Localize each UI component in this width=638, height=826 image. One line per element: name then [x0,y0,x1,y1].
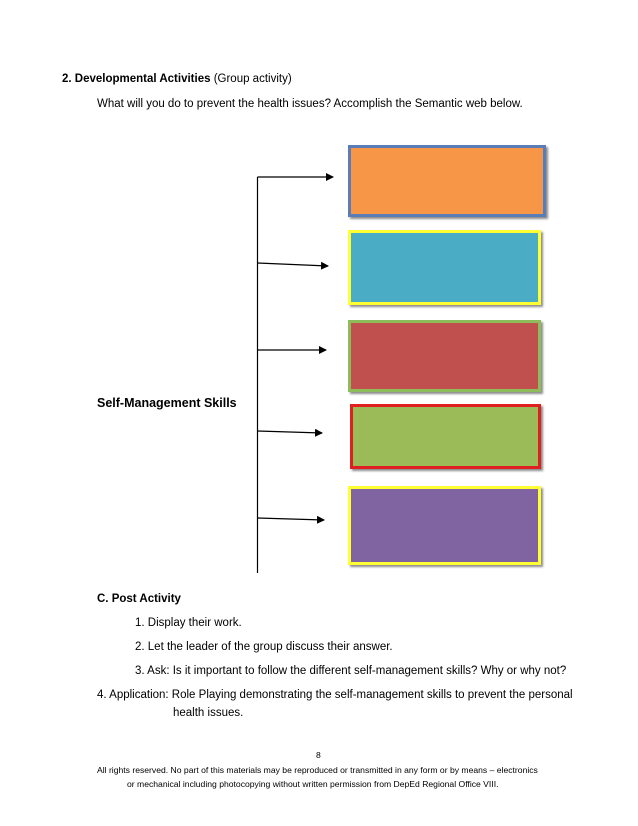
section-instruction: What will you do to prevent the health issues? Accomplish the Semantic web below. [97,98,523,110]
connector-arrow-2 [258,263,329,266]
footer-line-1: All rights reserved. No part of this materials may be reproduced or transmitted in any form or by means – electronics [97,765,538,775]
blank-box-orange[interactable] [348,145,546,217]
blank-box-purple[interactable] [348,486,541,565]
blank-box-green[interactable] [350,404,541,469]
post-activity-item-1: 1. Display their work. [135,617,242,629]
footer-line-2: or mechanical including photocopying without written permission from DepEd Regional Office VIII. [127,779,499,789]
post-activity-item-2: 2. Let the leader of the group discuss their answer. [135,641,393,653]
center-label: Self-Management Skills [97,396,237,410]
application-line-2: health issues. [173,707,244,719]
post-activity-item-3: 3. Ask: Is it important to follow the different self-management skills? Why or why not? [135,665,567,677]
connector-arrow-5 [258,518,325,520]
section-title-bold: 2. Developmental Activities [62,73,211,85]
section-title-rest: (Group activity) [210,73,292,85]
blank-box-red[interactable] [348,320,541,392]
blank-box-blue[interactable] [348,230,541,305]
page-number: 8 [316,750,321,760]
connector-arrow-4 [258,431,323,433]
post-activity-heading: C. Post Activity [97,593,181,605]
application-line-1: 4. Application: Role Playing demonstrating the self-management skills to prevent the personal [97,689,573,701]
